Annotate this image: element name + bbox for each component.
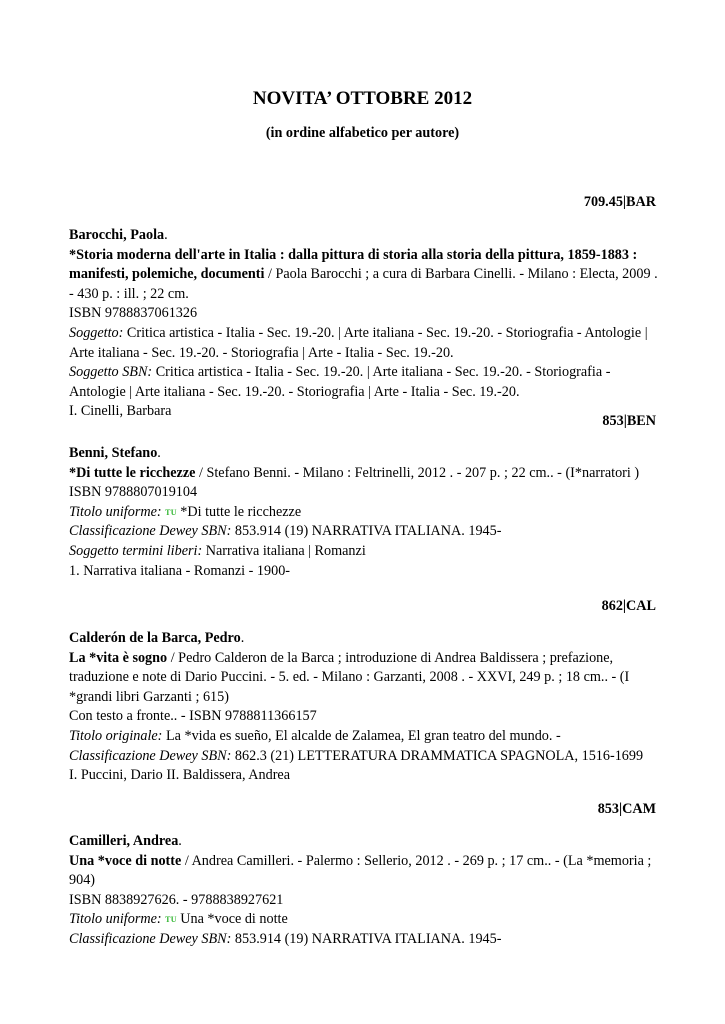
- dewey-label: Classificazione Dewey SBN:: [69, 930, 232, 947]
- uniform-title-label: Titolo uniforme:: [69, 503, 162, 520]
- author-line: Calderón de la Barca, Pedro.: [69, 630, 245, 646]
- catalog-record-camilleri: [69, 832, 659, 950]
- uniform-title-marker-icon: TU: [165, 915, 177, 925]
- author-name: Benni, Stefano: [69, 445, 158, 461]
- title-proper: La *vita è sogno: [69, 649, 168, 666]
- added-entry: I. Cinelli, Barbara: [69, 403, 172, 420]
- catalog-record-calderon: [69, 629, 659, 786]
- subject-sbn-label: Soggetto SBN:: [69, 364, 153, 381]
- dewey-line: [69, 747, 659, 767]
- title-statement: [69, 852, 659, 891]
- isbn-line: ISBN 9788807019104: [69, 484, 198, 501]
- free-subject-text: Narrativa italiana | Romanzi: [202, 542, 366, 559]
- uniform-title-marker-icon: TU: [165, 507, 177, 517]
- page-subtitle: (in ordine alfabetico per autore): [265, 125, 460, 141]
- dewey-text: 862.3 (21) LETTERATURA DRAMMATICA SPAGNOLA, 1516-1699: [231, 747, 644, 764]
- note-line: Con testo a fronte.. - ISBN 9788811366157: [69, 708, 317, 725]
- subject-entry: 1. Narrativa italiana - Romanzi - 1900-: [69, 562, 291, 579]
- author-name: Calderón de la Barca, Pedro: [69, 630, 241, 646]
- subject-text: Critica artistica - Italia - Sec. 19.-20. | Arte italiana - Sec. 19.-20. - Storiografia - Antologie | Arte italiana - Sec. 19.-20. - Storiografia | Arte - Italia - Sec. 19.-20.: [69, 324, 648, 361]
- subject-sbn-text: Critica artistica - Italia - Sec. 19.-20. | Arte italiana - Sec. 19.-20. - Storiografia - Antologie | Arte italiana - Sec. 19.-20. - Storiografia | Arte - Italia - Sec. 19.-20.: [69, 364, 611, 400]
- title-responsibility: / Stefano Benni. - Milano : Feltrinelli, 2012 . - 207 p. ; 22 cm.. - (I*narratori ): [195, 464, 640, 481]
- title-proper: *Di tutte le ricchezze: [69, 464, 196, 481]
- free-subject-line: [69, 542, 659, 562]
- shelfmark: 862|CAL: [601, 598, 656, 614]
- shelfmark: 853|BEN: [602, 413, 656, 429]
- title-statement: [69, 649, 659, 708]
- uniform-title-line: [69, 910, 659, 930]
- title-proper: *Storia moderna dell'arte in Italia : dalla pittura di storia alla storia della pittura, 1859-1883 : manifesti, polemiche, documenti: [69, 246, 638, 283]
- catalog-record-benni: [69, 444, 659, 581]
- uniform-title-text: Una *voce di notte: [176, 911, 288, 928]
- subject-sbn-line: [69, 363, 659, 402]
- uniform-title-line: [69, 503, 659, 523]
- free-subject-label: Soggetto termini liberi:: [69, 542, 203, 559]
- dewey-line: [69, 930, 659, 950]
- subject-line: [69, 324, 659, 363]
- title-proper: Una *voce di notte: [69, 852, 182, 869]
- title-responsibility: / Paola Barocchi ; a cura di Barbara Cinelli. - Milano : Electa, 2009 . - 430 p. : ill. ; 22 cm.: [69, 266, 658, 302]
- author-line: Barocchi, Paola.: [69, 227, 168, 243]
- shelfmark: 853|CAM: [597, 801, 656, 817]
- shelfmark: 709.45|BAR: [583, 194, 656, 210]
- original-title-label: Titolo originale:: [69, 727, 163, 744]
- author-name: Barocchi, Paola: [69, 227, 165, 243]
- added-entry: I. Puccini, Dario II. Baldissera, Andrea: [69, 767, 291, 784]
- author-line: Benni, Stefano.: [69, 445, 161, 461]
- title-responsibility: / Andrea Camilleri. - Palermo : Sellerio, 2012 . - 269 p. ; 17 cm.. - (La *memoria ; 904): [69, 852, 652, 889]
- dewey-label: Classificazione Dewey SBN:: [69, 523, 232, 540]
- isbn-line: ISBN 8838927626. - 9788838927621: [69, 891, 284, 908]
- original-title-text: La *vida es sueño, El alcalde de Zalamea, El gran teatro del mundo. -: [162, 727, 561, 744]
- title-statement: [69, 464, 659, 484]
- author-name: Camilleri, Andrea: [69, 833, 179, 849]
- dewey-text: 853.914 (19) NARRATIVA ITALIANA. 1945-: [231, 930, 502, 947]
- catalog-record-barocchi: [69, 226, 659, 422]
- title-statement: [69, 246, 659, 305]
- original-title-line: [69, 727, 659, 747]
- uniform-title-text: *Di tutte le ricchezze: [176, 503, 302, 520]
- author-line: Camilleri, Andrea.: [69, 833, 182, 849]
- subject-label: Soggetto:: [69, 324, 124, 341]
- page-title: NOVITA’ OTTOBRE 2012: [252, 88, 473, 109]
- dewey-text: 853.914 (19) NARRATIVA ITALIANA. 1945-: [231, 523, 502, 540]
- isbn-line: ISBN 9788837061326: [69, 305, 198, 322]
- dewey-line: [69, 522, 659, 542]
- uniform-title-label: Titolo uniforme:: [69, 911, 162, 928]
- dewey-label: Classificazione Dewey SBN:: [69, 747, 232, 764]
- title-responsibility: / Pedro Calderon de la Barca ; introduzione di Andrea Baldissera ; prefazione, traduzione e note di Dario Puccini. - 5. ed. - Milano : Garzanti, 2008 . - XXVI, 249 p. ; 18 cm.. - (I *grandi libri Garzanti ; 615): [69, 649, 630, 705]
